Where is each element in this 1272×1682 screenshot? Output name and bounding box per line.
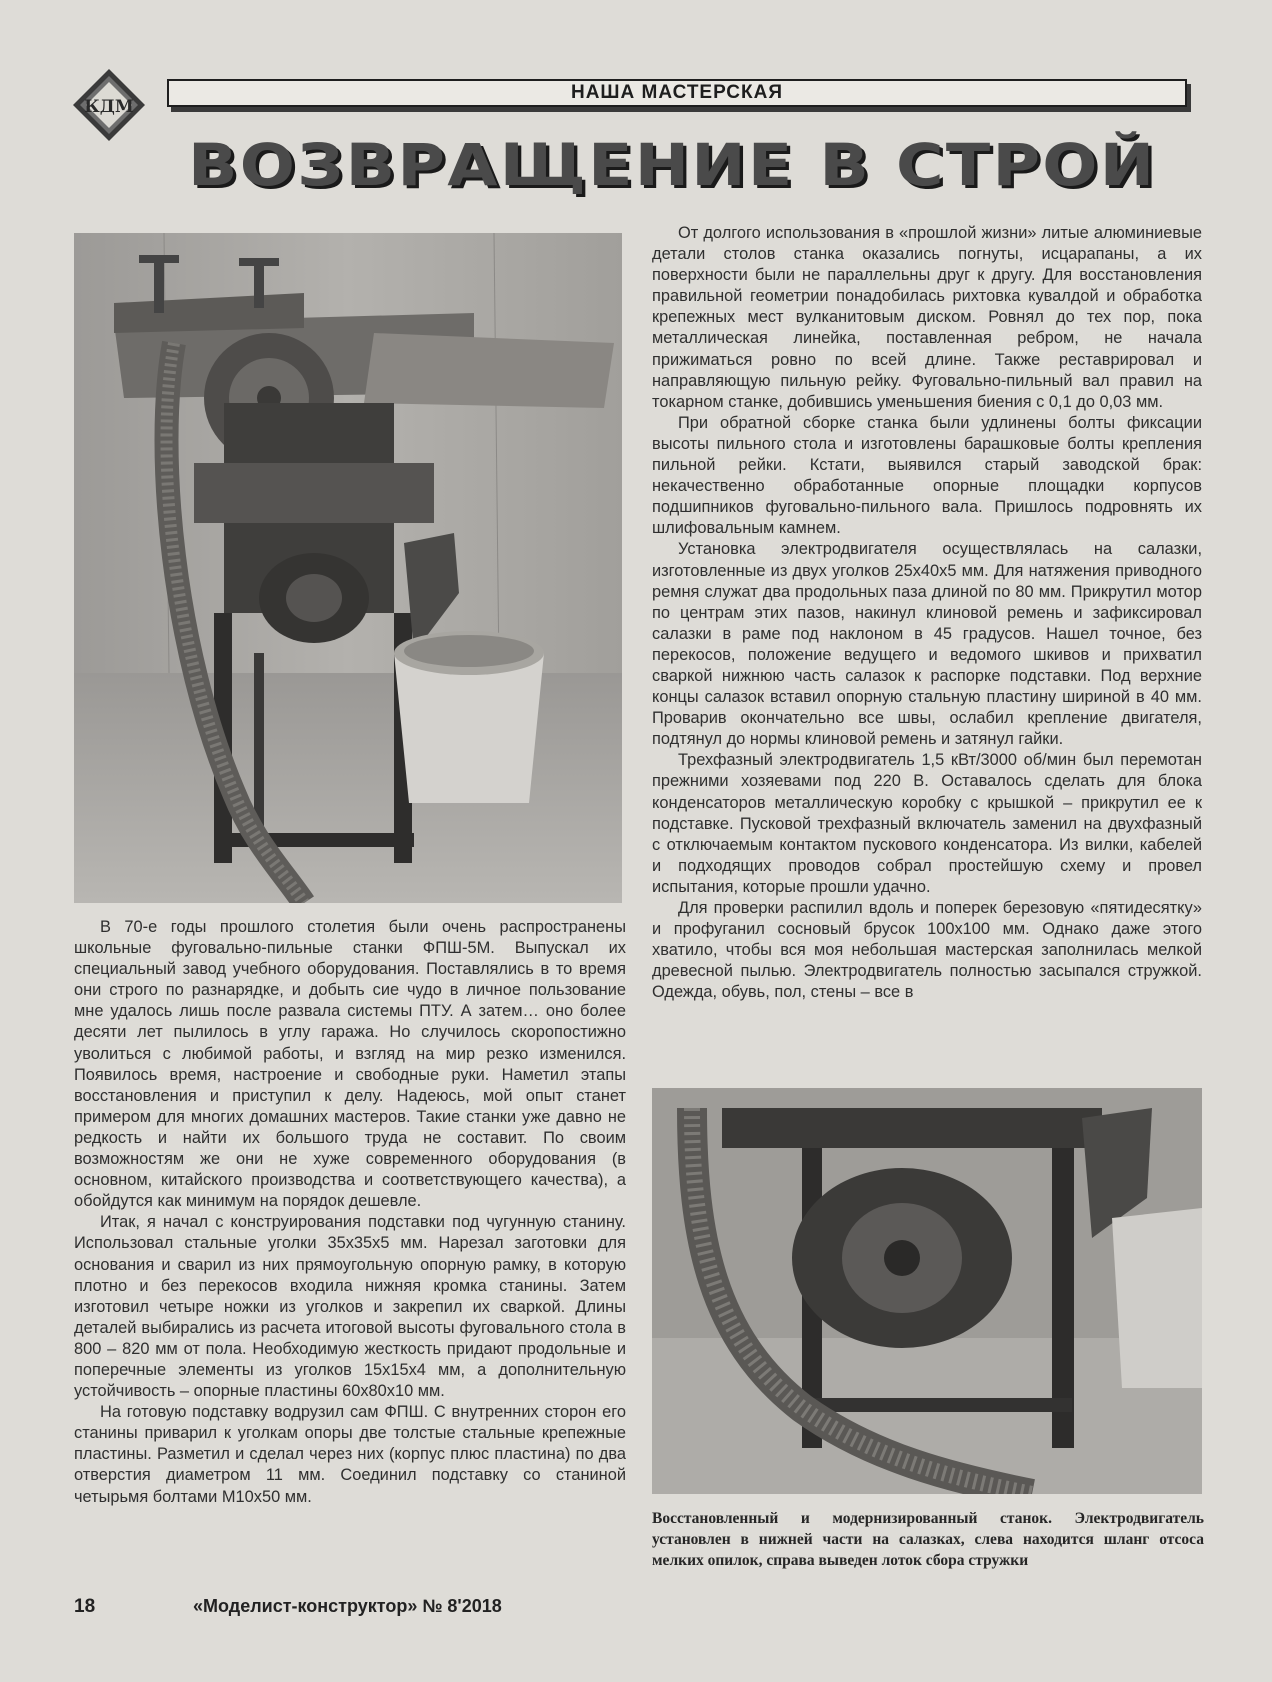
paragraph: Трехфазный электродвигатель 1,5 кВт/3000 об/мин был перемотан прежними хозяевами под 220 В. Оставалось сделать для блока конденсаторов металлическую коробку с крышкой – прикрутил ее к подставке. Пусковой трехфазный включатель заменил на двухфазный с отключаемым контактом пускового конденсатора. Из вилки, кабелей и подходящих проводов собрал простейшую схему и провел испытания, которые прошли удачно. (652, 751, 1202, 896)
left-column (74, 917, 626, 1508)
machine-photo (74, 233, 622, 903)
photo-caption: Восстановленный и модернизированный станок. Электродвигатель установлен в нижней части на салазках, слева находится шланг отсоса мелких опилок, справа выведен лоток сбора стружки (652, 1510, 1204, 1569)
magazine-logo (72, 68, 146, 142)
right-column (652, 223, 1202, 1003)
paragraph: Итак, я начал с конструирования подставки под чугунную станину. Использовал стальные уголки 35х35х5 мм. Нарезал заготовки для основания и сварил из них прямоугольную опорную рамку, в которую плотно и без перекосов входила нижняя кромка станины. Затем изготовил четыре ножки из уголков и закрепил их сваркой. Длины деталей выбирались из расчета итоговой высоты фуговального стола в 800 – 820 мм от пола. Необходимую жесткость придают продольные и поперечные элементы из уголков 15х15х4 мм, а дополнительную устойчивость – опорные пластины 60х80х10 мм. (74, 1213, 626, 1401)
magazine-issue: «Моделист-конструктор» № 8'2018 (193, 1596, 502, 1616)
page-number: 18 (74, 1596, 96, 1617)
motor-photo (652, 1088, 1202, 1494)
logo-text: КДМ (84, 97, 134, 117)
paragraph: От долгого использования в «прошлой жизни» литые алюминиевые детали столов станка оказались погнуты, исцарапаны, а их поверхности были не параллельны друг к другу. Для восстановления правильной геометрии понадобилась рихтовка кувалдой и обработка крепежных мест вулканитовым диском. Ровнял до тех пор, пока металлическая линейка, поставленная ребром, не начала прижиматься ровно по всей длине. Также реставрировал и направляющую пильную рейку. Фуговально-пильный вал правил на токарном станке, добившись уменьшения биения с 0,1 до 0,03 мм. (652, 224, 1202, 411)
paragraph: В 70-е годы прошлого столетия были очень распространены школьные фуговально-пильные станки ФПШ-5М. Выпускал их специальный завод учебного оборудования. Поставлялись в то время они строго по разнарядке, и добыть сие чудо в личное пользование мне удалось лишь после развала системы ПТУ. А затем… оно более десяти лет пылилось в углу гаража. Но случилось скоропостижно уволиться с любимой работы, и взгляд на мир резко изменился. Появилось время, настроение и свободные руки. Наметил этапы восстановления и приступил к делу. Надеюсь, мой опыт станет примером для многих домашних мастеров. Такие станки уже давно не редкость и найти их большого труда не составит. По своим возможностям же они не хуже современного оборудования (в основном, китайского производства и соответствующего качества), а обойдутся как минимум на порядок дешевле. (74, 918, 626, 1211)
paragraph: При обратной сборке станка были удлинены болты фиксации высоты пильного стола и изготовлены барашковые болты крепления пильной рейки. Кстати, выявился старый заводской брак: некачественно обработанные опорные площадки корпусов подшипников фуговально-пильного вала. Пришлось подровнять их шлифовальным камнем. (652, 413, 1202, 538)
paragraph: Установка электродвигателя осуществлялась на салазки, изготовленные из двух уголков 25х40х5 мм. Для натяжения приводного ремня служат два продольных паза длиной по 80 мм. Прикрутил мотор по центрам этих пазов, накинул клиновой ремень и зафиксировал салазки в раме под наклоном в 45 градусов. Нашел точное, без перекосов, положение ведущего и ведомого шкивов и прихватил сваркой нижнюю часть салазок к распорке подставки. Под верхние концы салазок вставил опорную стальную пластину шириной в 40 мм. Проварив окончательно все швы, ослабил крепление двигателя, подтянул до нормы клиновой ремень и затянул гайки. (652, 540, 1202, 749)
section-header: НАША МАСТЕРСКАЯ (167, 79, 1187, 107)
article-title: ВОЗВРАЩЕНИЕ В СТРОЙ (188, 131, 1157, 199)
paragraph: На готовую подставку водрузил сам ФПШ. С внутренних сторон его станины приварил к уголкам опоры две толстые стальные крепежные пластины. Разметил и сделал через них (корпус плюс пластина) по два отверстия диаметром 11 мм. Соединил подставку со станиной четырьмя болтами М10х50 мм. (74, 1403, 626, 1506)
paragraph: Для проверки распилил вдоль и поперек березовую «пятидесятку» и профуганил сосновый брусок 100х100 мм. Однако даже этого хватило, чтобы вся моя небольшая мастерская заполнилась мелкой древесной пылью. Электродвигатель полностью засыпался стружкой. Одежда, обувь, пол, стены – все в (652, 899, 1202, 1002)
